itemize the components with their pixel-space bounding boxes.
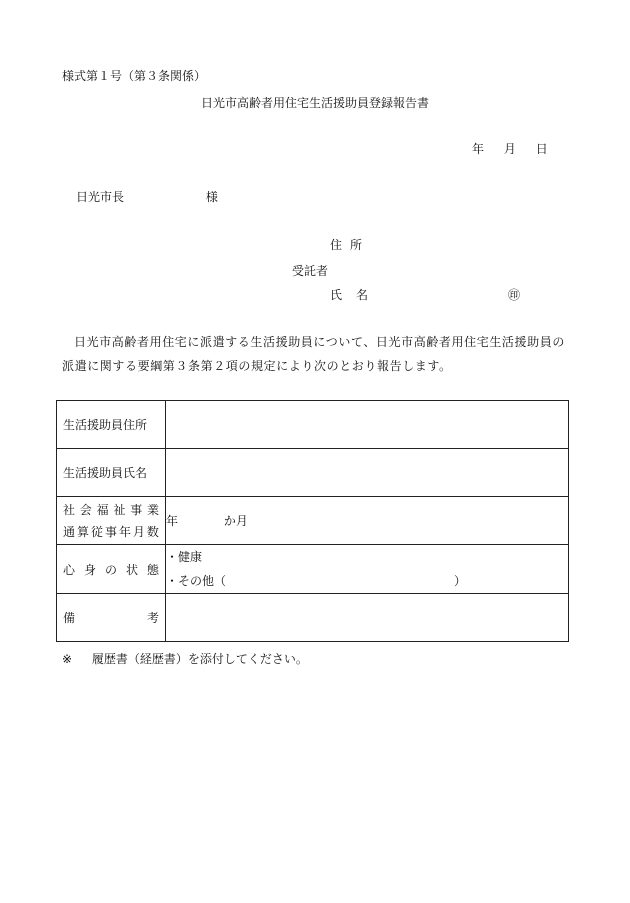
addressee: [76, 188, 218, 205]
date-month: 月: [503, 142, 516, 156]
table-row-address: [57, 401, 569, 449]
document-title: 日光市高齢者用住宅生活援助員登録報告書: [200, 96, 429, 110]
experience-label-line1: 社 会 福 祉 事 業: [63, 502, 159, 517]
form-number: 様式第１号（第３条関係）: [62, 69, 207, 83]
condition-other-option[interactable]: [166, 569, 466, 593]
helper-address-label: 生活援助員住所: [57, 401, 166, 449]
table-row-condition: [57, 545, 569, 594]
table-row-experience: [57, 497, 569, 545]
condition-other-label: ・その他（: [166, 574, 227, 588]
addressee-honorific: 様: [205, 190, 218, 204]
contractor-name-label: 氏名: [330, 288, 383, 302]
remarks-label-text: 備 考: [63, 611, 159, 625]
helper-address-field[interactable]: [166, 401, 569, 449]
condition-healthy-option[interactable]: ・健康: [166, 550, 203, 564]
contractor-role-label: 受託者: [292, 264, 329, 278]
helper-name-label: 生活援助員氏名: [57, 449, 166, 497]
report-body-text: [62, 330, 572, 378]
addressee-mayor: 日光市長: [76, 190, 125, 204]
condition-label-text: 心 身 の 状 態: [63, 562, 159, 577]
experience-years-unit: 年: [166, 514, 179, 528]
helper-name-field[interactable]: [166, 449, 569, 497]
experience-field[interactable]: [166, 497, 569, 545]
remarks-field[interactable]: [166, 594, 569, 642]
table-row-name: [57, 449, 569, 497]
seal-mark: ㊞: [508, 288, 521, 302]
condition-label: [57, 545, 166, 594]
experience-label-line2: 通 算 従 事 年 月 数: [63, 524, 159, 539]
note-mark: ※: [62, 652, 73, 666]
report-table: [56, 400, 569, 642]
date-year: 年: [472, 142, 485, 156]
date-day: 日: [535, 142, 548, 156]
experience-label: [57, 497, 166, 545]
remarks-label: [57, 594, 166, 642]
attachment-note: [62, 650, 308, 667]
condition-other-close: ）: [453, 574, 466, 588]
date-line: [472, 140, 548, 157]
contractor-address-label: 住所: [330, 238, 371, 252]
report-body-text-content: 日光市高齢者用住宅に派遣する生活援助員について、日光市高齢者用住宅生活援助員の派遣に関する要綱第３条第２項の規定により次のとおり報告します。: [62, 335, 565, 373]
condition-options: [166, 545, 569, 594]
note-text: 履歴書（経歴書）を添付してください。: [91, 652, 308, 666]
experience-months-unit: か月: [223, 514, 248, 528]
table-row-remarks: [57, 594, 569, 642]
